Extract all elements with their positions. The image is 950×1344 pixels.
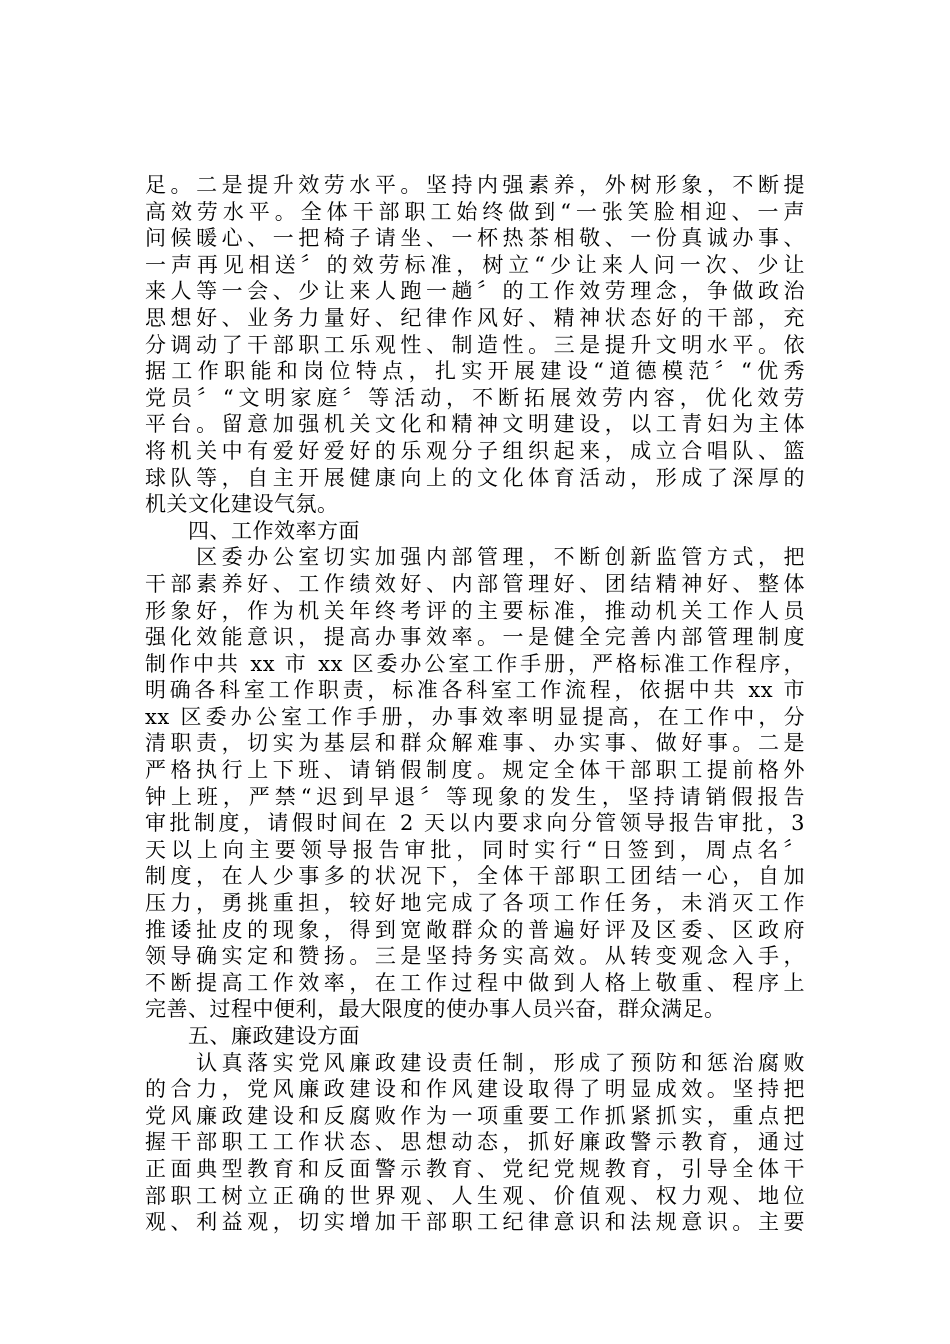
text-line: 强化效能意识，提高办事效率。一是健全完善内部管理制度 bbox=[145, 625, 805, 650]
text-line: 形象好，作为机关年终考评的主要标准，推动机关工作人员 bbox=[145, 598, 805, 623]
text-line: 领导确实定和赞扬。三是坚持务实高效。从转变观念入手， bbox=[145, 944, 805, 969]
section-heading-efficiency: 四、工作效率方面 bbox=[145, 518, 360, 543]
body-text bbox=[145, 172, 805, 1236]
text-line: 分调动了干部职工乐观性、制造性。三是提升文明水平。依 bbox=[145, 332, 805, 357]
text-line: 握干部职工工作状态、思想动态，抓好廉政警示教育，通过 bbox=[145, 1130, 805, 1155]
text-line: 党员〞“文明家庭〞等活动，不断拓展效劳内容，优化效劳 bbox=[145, 385, 805, 410]
text-line: 审批制度，请假时间在 2 天以内要求向分管领导报告审批，3 bbox=[145, 811, 805, 836]
text-line: 问候暖心、一把椅子请坐、一杯热茶相敬、一份真诚办事、 bbox=[145, 226, 805, 251]
text-line: 干部素养好、工作绩效好、内部管理好、团结精神好、整体 bbox=[145, 571, 805, 596]
section-heading-integrity: 五、廉政建设方面 bbox=[145, 1024, 360, 1048]
text-line: 认真落实党风廉政建设责任制，形成了预防和惩治腐败 bbox=[145, 1050, 805, 1075]
text-line: 钟上班，严禁“迟到早退〞等现象的发生，坚持请销假报告 bbox=[145, 784, 805, 809]
text-line: 高效劳水平。全体干部职工始终做到“一张笑脸相迎、一声 bbox=[145, 199, 805, 224]
text-line: 不断提高工作效率，在工作过程中做到人格上敬重、程序上 bbox=[145, 970, 805, 995]
text-line: 将机关中有爱好爱好的乐观分子组织起来，成立合唱队、篮 bbox=[145, 438, 805, 463]
text-line: 据工作职能和岗位特点，扎实开展建设“道德模范〞“优秀 bbox=[145, 359, 805, 384]
text-line: 部职工树立正确的世界观、人生观、价值观、权力观、地位 bbox=[145, 1183, 805, 1208]
text-line: 明确各科室工作职责，标准各科室工作流程，依据中共 xx 市 bbox=[145, 678, 805, 703]
text-line: 正面典型教育和反面警示教育、党纪党规教育，引导全体干 bbox=[145, 1156, 805, 1181]
text-line: 完善、过程中便利，最大限度的使办事人员兴奋，群众满足。 bbox=[145, 997, 726, 1022]
text-line: 足。二是提升效劳水平。坚持内强素养，外树形象，不断提 bbox=[145, 173, 805, 197]
text-line: 清职责，切实为基层和群众解难事、办实事、做好事。二是 bbox=[145, 731, 805, 756]
text-line: xx 区委办公室工作手册，办事效率明显提高，在工作中，分 bbox=[145, 704, 805, 729]
text-line: 机关文化建设气氛。 bbox=[145, 492, 339, 517]
text-line: 观、利益观，切实增加干部职工纪律意识和法规意识。主要 bbox=[145, 1210, 805, 1235]
text-line: 严格执行上下班、请销假制度。规定全体干部职工提前格外 bbox=[145, 758, 805, 783]
text-line: 思想好、业务力量好、纪律作风好、精神状态好的干部，充 bbox=[145, 305, 805, 330]
text-line: 制度，在人少事多的状况下，全体干部职工团结一心，自加 bbox=[145, 864, 805, 889]
text-line: 党风廉政建设和反腐败作为一项重要工作抓紧抓实，重点把 bbox=[145, 1103, 805, 1128]
text-line: 推诿扯皮的现象，得到宽敞群众的普遍好评及区委、区政府 bbox=[145, 917, 805, 942]
text-line: 天以上向主要领导报告审批，同时实行“日签到，周点名〞 bbox=[145, 837, 805, 862]
text-line: 平台。留意加强机关文化和精神文明建设，以工青妇为主体 bbox=[145, 412, 805, 437]
text-line: 压力，勇挑重担，较好地完成了各项工作任务，未消灭工作 bbox=[145, 891, 805, 916]
text-line: 的合力，党风廉政建设和作风建设取得了明显成效。坚持把 bbox=[145, 1077, 805, 1102]
text-line: 区委办公室切实加强内部管理，不断创新监管方式，把 bbox=[145, 545, 805, 570]
text-line: 一声再见相送〞的效劳标准，树立“少让来人问一次、少让 bbox=[145, 252, 805, 277]
text-line: 制作中共 xx 市 xx 区委办公室工作手册，严格标准工作程序， bbox=[145, 651, 805, 676]
text-line: 来人等一会、少让来人跑一趟〞的工作效劳理念，争做政治 bbox=[145, 279, 805, 304]
text-line: 球队等，自主开展健康向上的文化体育活动，形成了深厚的 bbox=[145, 465, 805, 490]
